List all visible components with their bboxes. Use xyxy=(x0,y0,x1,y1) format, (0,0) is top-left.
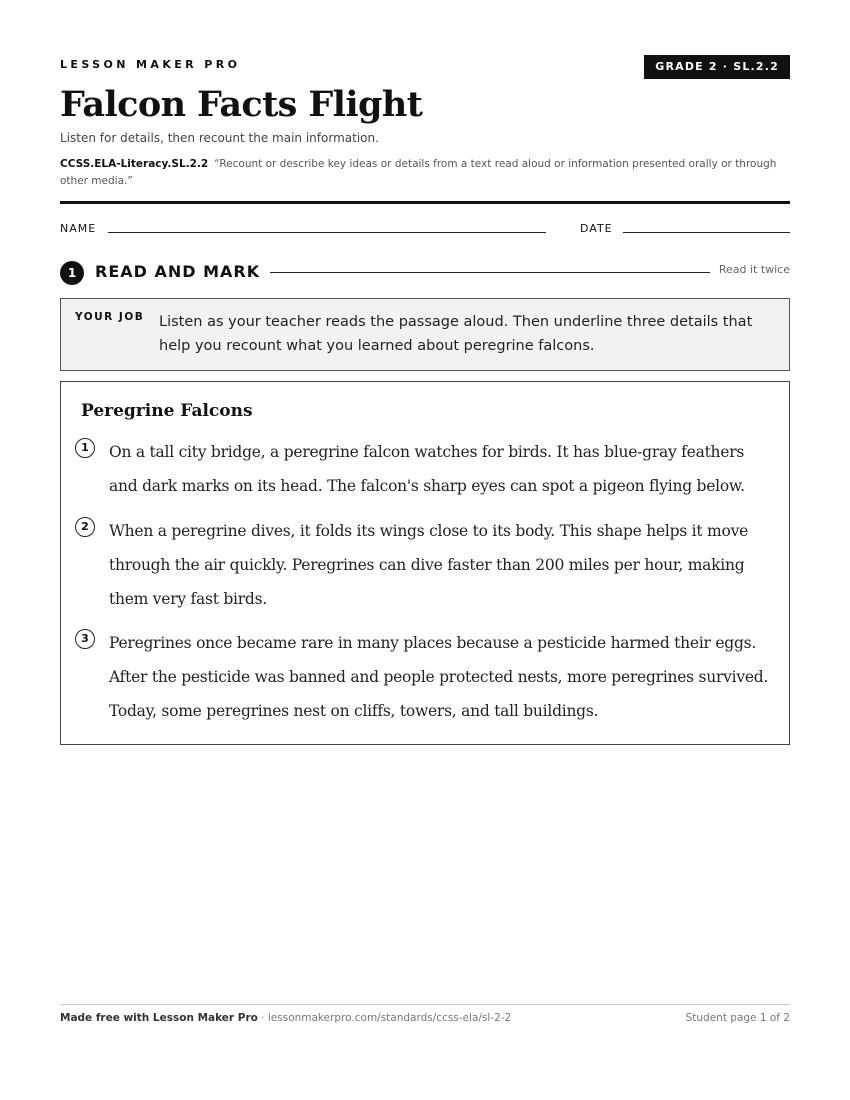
passage-title: Peregrine Falcons xyxy=(81,401,253,421)
date-field[interactable] xyxy=(623,232,790,233)
your-job-label: YOUR JOB xyxy=(75,311,145,323)
paragraph-text[interactable]: When a peregrine dives, it folds its wings close to its body. This shape helps it move through the air quickly. Peregrines can dive faster than 200 miles per hour, making them very fast birds. xyxy=(109,522,749,608)
page-subtitle: Listen for details, then recount the main information. xyxy=(60,131,379,145)
paragraph-text[interactable]: Peregrines once became rare in many places because a pesticide harmed their eggs. After the pesticide was banned and people protected nests, more peregrines survived. Today, some peregrines nest on cliffs, towers, and tall buildings. xyxy=(109,634,769,720)
footer-url[interactable]: · lessonmakerpro.com/standards/ccss-ela/sl-2-2 xyxy=(257,1012,512,1024)
header-divider xyxy=(60,201,790,204)
your-job-text: Listen as your teacher reads the passage aloud. Then underline three details that help you recount what you learned about peregrine falcons. xyxy=(159,314,753,354)
standard-statement xyxy=(60,156,790,190)
paragraph-number: 3 xyxy=(75,629,95,649)
date-label: DATE xyxy=(580,222,613,235)
section-rule xyxy=(270,272,710,273)
name-field[interactable] xyxy=(108,232,546,233)
paragraph-text[interactable]: On a tall city bridge, a peregrine falcon watches for birds. It has blue-gray feathers and dark marks on its head. The falcon's sharp eyes can spot a pigeon flying below. xyxy=(109,443,745,495)
standard-text: “Recount or describe key ideas or details from a text read aloud or information presented orally or through other media.” xyxy=(60,158,777,187)
standard-code: CCSS.ELA-Literacy.SL.2.2 xyxy=(60,158,209,170)
section-number: 1 xyxy=(60,261,84,285)
brand-label: LESSON MAKER PRO xyxy=(60,58,241,71)
paragraph-number: 1 xyxy=(75,438,95,458)
grade-badge: GRADE 2 · SL.2.2 xyxy=(644,55,790,79)
footer-credit xyxy=(60,1012,511,1024)
section-note: Read it twice xyxy=(718,263,790,276)
paragraph-number: 2 xyxy=(75,517,95,537)
name-label: NAME xyxy=(60,222,97,235)
footer-made-with: Made free with Lesson Maker Pro xyxy=(60,1012,258,1024)
footer-page-number: Student page 1 of 2 xyxy=(685,1012,790,1024)
footer-divider xyxy=(60,1004,790,1005)
passage-box xyxy=(60,381,790,745)
your-job-box xyxy=(60,298,790,371)
section-title: READ AND MARK xyxy=(95,262,261,281)
page-title: Falcon Facts Flight xyxy=(60,84,423,125)
